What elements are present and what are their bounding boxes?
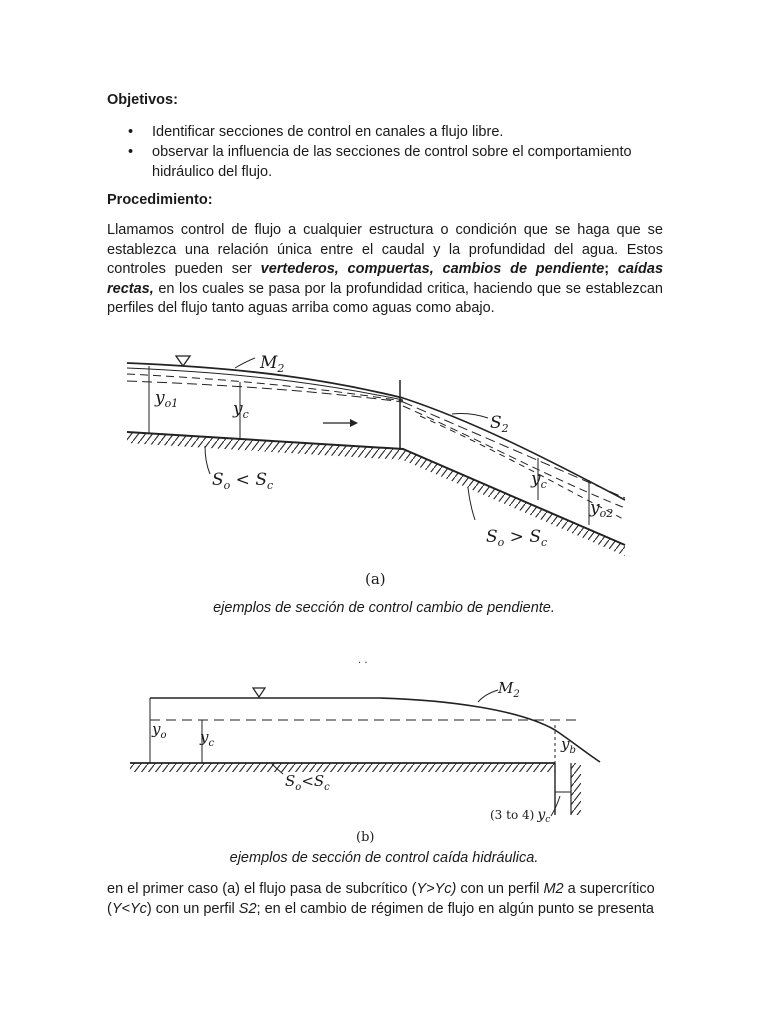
procedimiento-heading: Procedimiento: xyxy=(107,192,213,208)
flow-arrowhead xyxy=(350,419,358,427)
label-yc2: $y_c$ xyxy=(531,469,547,491)
label-s2: $S_2$ xyxy=(490,413,509,435)
so-gt-leader xyxy=(468,488,475,520)
list-item xyxy=(107,142,667,182)
label-yo2: $y_{o2}$ xyxy=(590,498,614,520)
paragraph-text: ; en el cambio de régimen de flujo en algún punto se presenta xyxy=(256,900,654,917)
water-surface-s2 xyxy=(403,398,625,500)
figure-b-label: (b) xyxy=(356,830,375,845)
list-item-text: Identificar secciones de control en canales a flujo libre. xyxy=(152,124,504,140)
list-item-text-continued: hidráulico del flujo. xyxy=(152,164,273,180)
bullet-icon: • xyxy=(128,124,134,140)
italic-text: S2 xyxy=(238,900,257,917)
water-surface-m2 xyxy=(150,698,600,762)
italic-text: Y<Yc xyxy=(111,900,147,917)
emphasis-text: caídas rectas, xyxy=(107,261,664,297)
italic-text: M2 xyxy=(543,881,564,897)
label-so-lt-sc: $S_o<S_c$ xyxy=(285,772,330,793)
objetivos-heading: Objetivos: xyxy=(107,92,178,108)
separator-text: ; xyxy=(604,261,618,278)
label-yo: $y_o$ xyxy=(152,720,167,741)
label-yb: $y_b$ xyxy=(561,735,576,756)
final-paragraph xyxy=(107,880,667,919)
paragraph-text: Llamamos control de flujo a cualquier estructura o condición que se haga que se establezca una relación única entre el caudal y la profundidad del agua. Estos controles pueden ser xyxy=(107,222,663,278)
label-yc: $y_c$ xyxy=(233,399,249,421)
bullet-icon: • xyxy=(128,144,134,160)
label-m2: $M_2$ xyxy=(498,679,520,700)
emphasis-text: vertederos, compuertas, cambios de pendiente xyxy=(260,261,605,278)
figure-a-label: (a) xyxy=(365,570,386,588)
paragraph-text: ) con un perfil xyxy=(146,900,239,917)
water-level-icon xyxy=(176,356,190,366)
water-level-icon xyxy=(253,688,265,697)
normal-depth-line-2 xyxy=(403,406,625,508)
figure-a-diagram xyxy=(0,330,768,565)
label-distance: (3 to 4) $y_c$ xyxy=(490,807,551,825)
label-yo1: $y_{o1}$ xyxy=(155,388,179,410)
critical-depth-line-2 xyxy=(403,402,625,498)
objetivos-list xyxy=(107,122,667,182)
figure-b-diagram xyxy=(0,655,768,830)
procedimiento-paragraph xyxy=(107,221,663,319)
paragraph-text: con un perfil xyxy=(456,881,544,897)
figure-b-caption: ejemplos de sección de control caída hidráulica. xyxy=(229,850,539,866)
channel-bed-hatch xyxy=(127,432,625,556)
italic-text: Y>Yc) xyxy=(416,881,457,897)
label-m2: $M_2$ xyxy=(260,353,285,375)
paragraph-text: en el primer caso (a) el flujo pasa de subcrítico ( xyxy=(107,881,417,897)
paragraph-text: ( xyxy=(107,900,112,917)
label-so-gt-sc: $S_o > S_c$ xyxy=(486,527,548,549)
label-so-lt-sc: $S_o < S_c$ xyxy=(212,470,274,492)
list-item xyxy=(107,122,667,142)
paragraph-text: a supercrítico xyxy=(563,881,655,897)
paragraph-text: en los cuales se pasa por la profundidad critica, haciendo que se establezcan perfiles del flujo tanto aguas arriba como aguas como abajo. xyxy=(107,280,663,317)
list-item-text: observar la influencia de las secciones de control sobre el comportamiento xyxy=(152,144,632,160)
scan-mark: · · xyxy=(358,658,368,669)
m2-leader xyxy=(235,358,255,368)
figure-a-caption: ejemplos de sección de control cambio de pendiente. xyxy=(213,600,555,616)
drop-wall-hatch xyxy=(571,763,581,815)
s2-leader xyxy=(452,414,488,419)
m2-leader xyxy=(478,690,498,702)
label-yc: $y_c$ xyxy=(200,728,215,749)
channel-bed-hatch xyxy=(130,763,555,772)
so-lt-leader xyxy=(205,446,210,474)
